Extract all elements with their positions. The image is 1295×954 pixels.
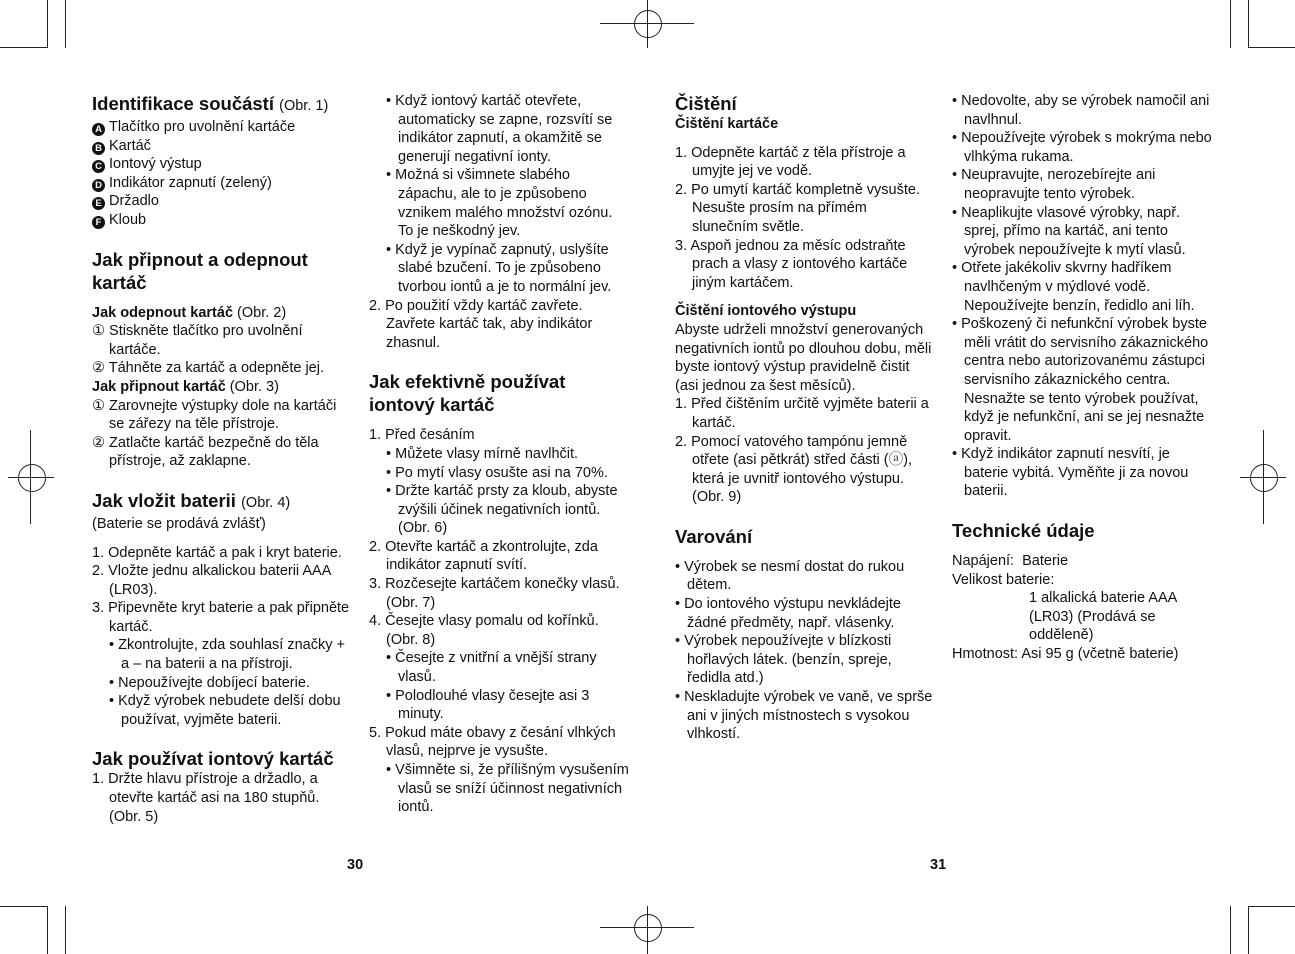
section-title-warning: Varování	[675, 525, 753, 547]
letter-c-icon: C	[92, 160, 105, 173]
bullet-item: • Česejte z vnitřní a vnější strany vlasů.	[386, 650, 597, 686]
page-number-right: 31	[930, 857, 947, 873]
column-1	[92, 92, 354, 826]
list-item: 1. Před česáním	[369, 427, 475, 444]
bullet-item: • Nepoužívejte výrobek s mokrýma nebo vlhkýma rukama.	[952, 130, 1212, 165]
bullet-item: • Nepoužívejte dobíjecí baterie.	[109, 674, 310, 691]
list-item: 5. Pokud máte obavy z česání vlhkých vlasů, nejprve je vysušte.	[369, 724, 616, 760]
letter-b-icon: B	[92, 142, 105, 155]
bullet-item: • Možná si všimnete slabého zápachu, ale to je způsobeno vznikem malého množství ozónu. To je neškodný jev.	[386, 167, 613, 240]
spec-weight: Hmotnost: Asi 95 g (včetně baterie)	[952, 646, 1179, 663]
bullet-item: • Když indikátor zapnutí nesvítí, je baterie vybitá. Vyměňte ji za novou baterii.	[952, 446, 1189, 500]
list-item: 2. Po použití vždy kartáč zavřete. Zavřete kartáč tak, aby indikátor zhasnul.	[369, 297, 593, 351]
bullet-item: • Neupravujte, nerozebírejte ani neopravujte tento výrobek.	[952, 167, 1156, 202]
bullet-item: • Můžete vlasy mírně navlhčit.	[386, 445, 579, 462]
list-item: C Iontový výstup	[92, 155, 354, 174]
list-item: 4. Česejte vlasy pomalu od kořínků. (Obr. 8)	[369, 613, 599, 648]
bullet-item: • Do iontového výstupu nevkládejte žádné předměty, např. vlásenky.	[675, 596, 901, 631]
list-item: ② Zatlačte kartáč bezpečně do těla přístroje, až zaklapne.	[92, 434, 319, 470]
column-4	[952, 92, 1214, 664]
spec-battery-label: Velikost baterie:	[952, 571, 1055, 588]
bullet-item: • Držte kartáč prsty za kloub, abyste zvýšili účinek negativních iontů. (Obr. 6)	[386, 483, 618, 537]
list-item: E Držadlo	[92, 192, 354, 211]
bullet-item: • Když je vypínač zapnutý, uslyšíte slabé bzučení. To je způsobeno tvorbou iontů a je to normální jev.	[386, 241, 612, 295]
list-item: ② Táhněte za kartáč a odepněte jej.	[92, 360, 324, 377]
bullet-item: • Všimněte si, že přílišným vysušením vlasů se sníží účinnost negativních iontů.	[386, 762, 629, 816]
column-2	[369, 92, 631, 817]
list-item: 2. Vložte jednu alkalickou baterii AAA (LR03).	[92, 563, 331, 598]
bullet-item: • Neskladujte výrobek ve vaně, ve sprše ani v jiných místnostech s vysokou vlhkostí.	[675, 689, 933, 743]
section-title-specs: Technické údaje	[952, 520, 1095, 542]
bullet-item: • Nedovolte, aby se výrobek namočil ani navlhnul.	[952, 93, 1210, 128]
page-number-left: 30	[347, 857, 364, 873]
subheading: Čištění kartáče	[675, 116, 779, 132]
list-item: 3. Aspoň jednou za měsíc odstraňte prach a vlasy z iontového kartáče jiným kartáčem.	[675, 237, 908, 291]
bullet-item: • Když výrobek nebudete delší dobu používat, vyjměte baterii.	[109, 693, 341, 728]
paragraph: Abyste udrželi množství generovaných negativních iontů po dlouhou dobu, měli byste iontový výstup pravidelně čistit (asi jednou za šest měsíců).	[675, 321, 932, 394]
section-title-effective-use: Jak efektivně používat iontový kartáč	[369, 371, 566, 416]
subheading: Čištění iontového výstupu	[675, 303, 857, 320]
section-title-usage: Jak používat iontový kartáč	[92, 748, 334, 770]
bullet-item: • Výrobek se nesmí dostat do rukou dětem.	[675, 558, 905, 594]
list-item: 1. Držte hlavu přístroje a držadlo, a otevřte kartáč asi na 180 stupňů. (Obr. 5)	[92, 771, 320, 825]
list-item: 2. Po umytí kartáč kompletně vysušte. Nesušte prosím na přímém slunečním světle.	[675, 181, 920, 235]
list-item: 2. Otevřte kartáč a zkontrolujte, zda indikátor zapnutí svítí.	[369, 538, 598, 574]
list-item: A Tlačítko pro uvolnění kartáče	[92, 118, 354, 137]
section-title-battery: Jak vložit baterii (Obr. 4)	[92, 489, 291, 511]
list-item: ① Zarovnejte výstupky dole na kartáči se zářezy na těle přístroje.	[92, 397, 337, 433]
letter-d-icon: D	[92, 179, 105, 192]
letter-f-icon: F	[92, 216, 105, 229]
note: (Baterie se prodává zvlášť)	[92, 515, 266, 532]
list-item: 2. Pomocí vatového tampónu jemně otřete (asi pětkrát) střed části (ⓐ), která je uvnitř iontového výstupu. (Obr. 9)	[675, 433, 912, 506]
list-item: 1. Před čištěním určitě vyjměte baterii a kartáč.	[675, 396, 929, 431]
list-item: D Indikátor zapnutí (zelený)	[92, 174, 354, 193]
bullet-item: • Neaplikujte vlasové výrobky, např. sprej, přímo na kartáč, ani tento výrobek nepoužívejte k mytí vlasů.	[952, 204, 1186, 258]
letter-a-icon: A	[92, 123, 105, 136]
spec-power: Napájení: Baterie	[952, 553, 1069, 570]
parts-list	[92, 118, 354, 230]
section-title-attach: Jak připnout a odepnout kartáč	[92, 248, 308, 293]
bullet-item: • Polodlouhé vlasy česejte asi 3 minuty.	[386, 687, 590, 723]
list-item: ① Stiskněte tlačítko pro uvolnění kartáče.	[92, 323, 303, 358]
list-item: 1. Odepněte kartáč z těla přístroje a umyjte jej ve vodě.	[675, 144, 906, 180]
subheading: Jak odepnout kartáč (Obr. 2)	[92, 304, 287, 321]
letter-e-icon: E	[92, 197, 105, 210]
column-3	[675, 92, 935, 744]
subheading: Jak připnout kartáč (Obr. 3)	[92, 378, 279, 395]
list-item: B Kartáč	[92, 137, 354, 156]
section-title-parts: Identifikace součástí (Obr. 1)	[92, 93, 329, 114]
list-item: 3. Rozčesejte kartáčem konečky vlasů. (Obr. 7)	[369, 576, 620, 611]
bullet-item: • Po mytí vlasy osušte asi na 70%.	[386, 464, 608, 481]
bullet-item: • Otřete jakékoliv skvrny hadříkem navlhčeným v mýdlové vodě. Nepoužívejte benzín, ředidlo ani líh.	[952, 260, 1195, 314]
bullet-item: • Když iontový kartáč otevřete, automaticky se zapne, rozsvítí se indikátor zapnutí, a okamžitě se generují negativní ionty.	[386, 93, 613, 165]
list-item: 1. Odepněte kartáč a pak i kryt baterie.	[92, 544, 342, 561]
section-title-cleaning: Čištění	[675, 93, 737, 114]
bullet-item: • Zkontrolujte, zda souhlasí značky + a – na baterii a na přístroji.	[109, 637, 345, 673]
bullet-item: • Poškozený či nefunkční výrobek byste měli vrátit do servisního zákaznického centra nebo autorizovanému zástupci servisního zákaznického centra. Nesnažte se tento výrobek používat, když je nefunkční, ani se jej nesnažte opravit.	[952, 316, 1209, 444]
list-item: F Kloub	[92, 211, 354, 230]
bullet-item: • Výrobek nepoužívejte v blízkosti hořlavých látek. (benzín, spreje, ředidla atd.)	[675, 633, 892, 687]
list-item: 3. Připevněte kryt baterie a pak připněte kartáč.	[92, 600, 350, 635]
spec-battery-value: 1 alkalická baterie AAA (LR03) (Prodává se odděleně)	[1029, 590, 1177, 644]
